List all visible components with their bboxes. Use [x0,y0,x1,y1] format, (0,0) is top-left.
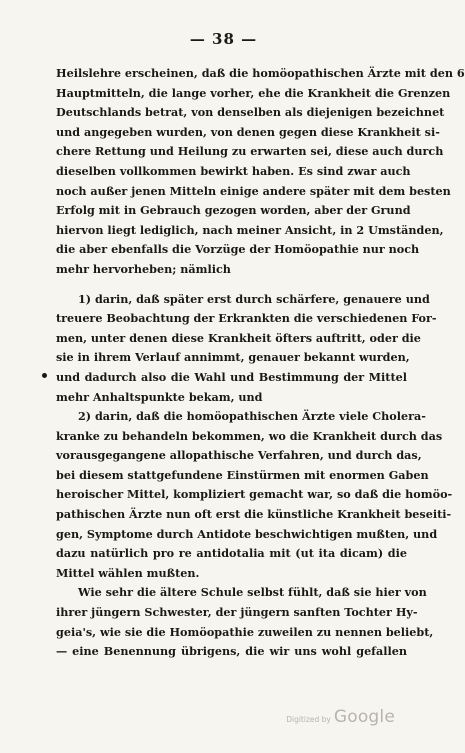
text-line: men, unter denen diese Krankheit öfters auftritt, oder die [56,330,421,345]
text-line: 2) darin, daß die homöopathischen Ärzte viele Cholera- [78,409,426,424]
text-line: pathischen Ärzte nun oft erst die künstliche Krankheit beseiti- [56,507,452,522]
text-line: mehr hervorheben; nämlich [56,261,231,276]
text-line: Hauptmitteln, die lange vorher, ehe die Krankheit die Grenzen [56,85,451,100]
text-line: 1) darin, daß später erst durch schärfere, genauere und [78,291,430,306]
text-line: — eine Benennung übrigens, die wir uns wohl gefallen [56,644,407,659]
text-line: Deutschlands betrat, von denselben als diejenigen bezeichnet [56,105,445,120]
page-number: — 38 — [189,30,258,48]
text-line: kranke zu behandeln bekommen, wo die Krankheit durch das [56,428,443,443]
text-line: chere Rettung und Heilung zu erwarten sei, diese auch durch [56,144,444,159]
text-line: treuere Beobachtung der Erkrankten die verschiedenen For- [56,311,437,326]
text-line: vorausgegangene allopathische Verfahren, und durch das, [56,448,422,463]
text-line: gen, Symptome durch Antidote beschwichtigen mußten, und [56,526,438,541]
text-line: sie in ihrem Verlauf annimmt, genauer bekannt wurden, [56,350,410,365]
text-line: heroischer Mittel, kompliziert gemacht war, so daß die homöo- [56,487,453,502]
body-text [56,64,465,662]
text-line: dazu natürlich pro re antidotalia mit (ut ita dicam) die [56,546,407,561]
text-line: mehr Anhaltspunkte bekam, und [56,389,263,404]
watermark-brand: Google [333,707,395,727]
text-line: hiervon liegt lediglich, nach meiner Ansicht, in 2 Umständen, [56,222,444,237]
text-line: geia's, wie sie die Homöopathie zuweilen zu nennen beliebt, [56,624,434,639]
text-line: Mittel wählen mußten. [56,565,200,580]
text-line: Heilslehre erscheinen, daß die homöopathischen Ärzte mit den 6 [56,66,465,80]
text-line: bei diesem stattgefundene Einstürmen mit enormen Gaben [56,467,429,482]
margin-dot [42,373,47,378]
text-line: noch außer jenen Mitteln einige andere später mit dem besten [56,183,451,198]
text-line: und dadurch also die Wahl und Bestimmung der Mittel [56,369,407,384]
text-line: dieselben vollkommen bewirkt haben. Es sind zwar auch [56,163,411,178]
text-line: und angegeben wurden, von denen gegen diese Krankheit si- [56,124,440,139]
text-line: Wie sehr die ältere Schule selbst fühlt, daß sie hier von [78,585,427,600]
text-line: Erfolg mit in Gebrauch gezogen worden, aber der Grund [56,203,411,218]
google-watermark [286,707,395,727]
watermark-prefix: Digitized by [286,715,331,724]
text-line: ihrer jüngern Schwester, der jüngern sanften Tochter Hy- [56,605,418,620]
text-line: die aber ebenfalls die Vorzüge der Homöopathie nur noch [56,242,420,257]
